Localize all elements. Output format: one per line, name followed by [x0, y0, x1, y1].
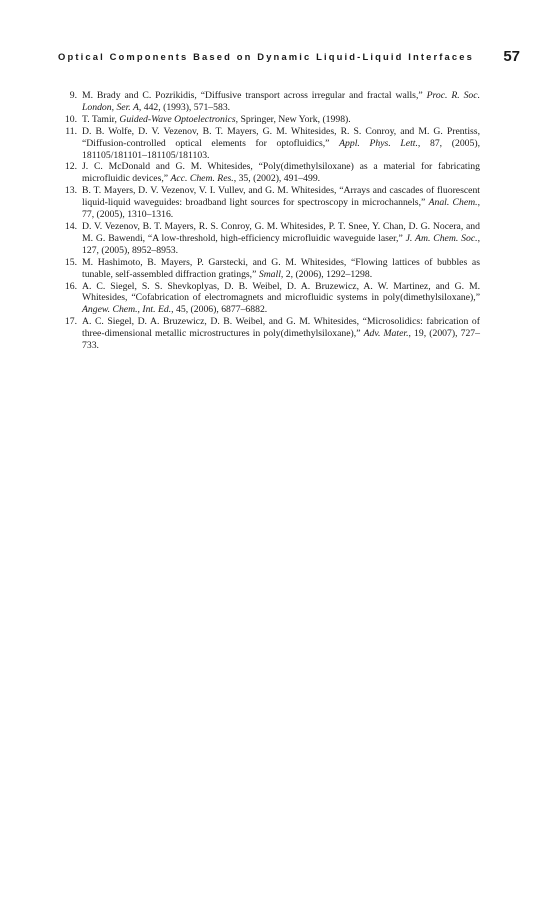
reference-item [64, 220, 480, 257]
reference-source: Angew. Chem., Int. Ed. [82, 304, 172, 316]
reference-segment: , 127, (2005), 8952–8953. [82, 232, 480, 256]
reference-segment: , 87, (2005), 181105/181101–181105/181103. [82, 137, 480, 161]
reference-source: Appl. Phys. Lett. [339, 137, 418, 149]
reference-text [82, 221, 480, 257]
reference-text [82, 126, 480, 162]
reference-list [64, 90, 480, 352]
reference-segment: , Springer, New York, (1998). [235, 113, 351, 125]
reference-text [82, 316, 480, 352]
reference-segment: , 19, (2007), 727–733. [82, 328, 480, 352]
reference-segment: , 45, (2006), 6877–6882. [171, 304, 268, 316]
reference-number: 11. [65, 125, 77, 137]
reference-segment: D. V. Vezenov, B. T. Mayers, R. S. Conroy, G. M. Whitesides, P. T. Snee, Y. Chan, D. G. Nocera, and M. G. Bawendi, “A low-threshold, high-efficiency microfluidic waveguide laser,” [82, 220, 480, 244]
reference-segment: , 77, (2005), 1310–1316. [82, 197, 480, 221]
reference-number: 15. [64, 256, 77, 268]
reference-source: Adv. Mater. [363, 328, 409, 340]
reference-item [64, 280, 480, 317]
reference-segment: , 2, (2006), 1292–1298. [280, 268, 373, 280]
reference-text [82, 257, 480, 281]
reference-segment: A. C. Siegel, S. S. Shevkoplyas, D. B. Weibel, D. A. Bruzewicz, A. W. Martinez, and G. M. Whitesides, “Cofabrication of electromagnets and microfluidic systems in poly(dimethylsiloxane),” [82, 280, 480, 304]
reference-item [64, 161, 480, 185]
reference-number: 9. [69, 90, 77, 101]
reference-segment: J. C. McDonald and G. M. Whitesides, “Poly(dimethylsiloxane) as a material for fabricating microfluidic devices,” [82, 161, 480, 185]
reference-segment: A. C. Siegel, D. A. Bruzewicz, D. B. Weibel, and G. M. Whitesides, “Microsolidics: fabrication of three-dimensional metallic microstructures in poly(dimethylsiloxane),” [82, 316, 480, 340]
reference-source: J. Am. Chem. Soc. [405, 232, 478, 244]
reference-segment: M. Brady and C. Pozrikidis, “Diffusive transport across irregular and fractal walls,” [82, 90, 427, 101]
reference-text [82, 114, 480, 126]
running-title: Optical Components Based on Dynamic Liquid-Liquid Interfaces [58, 51, 475, 62]
reference-number: 12. [64, 161, 77, 173]
reference-segment: D. B. Wolfe, D. V. Vezenov, B. T. Mayers, G. M. Whitesides, R. S. Conroy, and M. G. Prentiss, “Diffusion-controlled optical elements for optofluidics,” [82, 125, 480, 149]
page-number: 57 [503, 48, 520, 65]
reference-source: Guided-Wave Optoelectronics [119, 113, 236, 125]
reference-number: 13. [64, 185, 77, 197]
reference-segment: , 35, (2002), 491–499. [233, 173, 321, 185]
reference-source: Acc. Chem. Res. [170, 173, 234, 185]
reference-number: 14. [64, 220, 77, 232]
reference-segment: M. Hashimoto, B. Mayers, P. Garstecki, and G. M. Whitesides, “Flowing lattices of bubbles as tunable, self-assembled diffraction gratings,” [82, 256, 480, 280]
reference-item [65, 125, 480, 162]
reference-number: 17. [64, 316, 77, 328]
reference-text [82, 90, 480, 114]
reference-item [64, 113, 480, 126]
reference-segment: , 442, (1993), 571–583. [138, 101, 231, 113]
reference-source: Small [258, 268, 281, 280]
reference-item [64, 316, 480, 352]
reference-number: 16. [64, 280, 77, 292]
reference-source: Anal. Chem. [428, 197, 478, 209]
running-head [58, 48, 520, 68]
reference-text [82, 281, 480, 317]
reference-number: 10. [64, 113, 77, 125]
reference-source: Proc. R. Soc. London, Ser. A [82, 90, 480, 113]
reference-item [64, 185, 480, 221]
reference-item [69, 90, 480, 114]
reference-text [82, 161, 480, 185]
reference-segment: B. T. Mayers, D. V. Vezenov, V. I. Vullev, and G. M. Whitesides, “Arrays and cascades of fluorescent liquid-liquid waveguides: broadband light sources for spectroscopy in microchannels,” [82, 185, 480, 209]
reference-item [64, 256, 480, 281]
reference-text [82, 185, 480, 221]
reference-segment: T. Tamir, [82, 113, 120, 125]
